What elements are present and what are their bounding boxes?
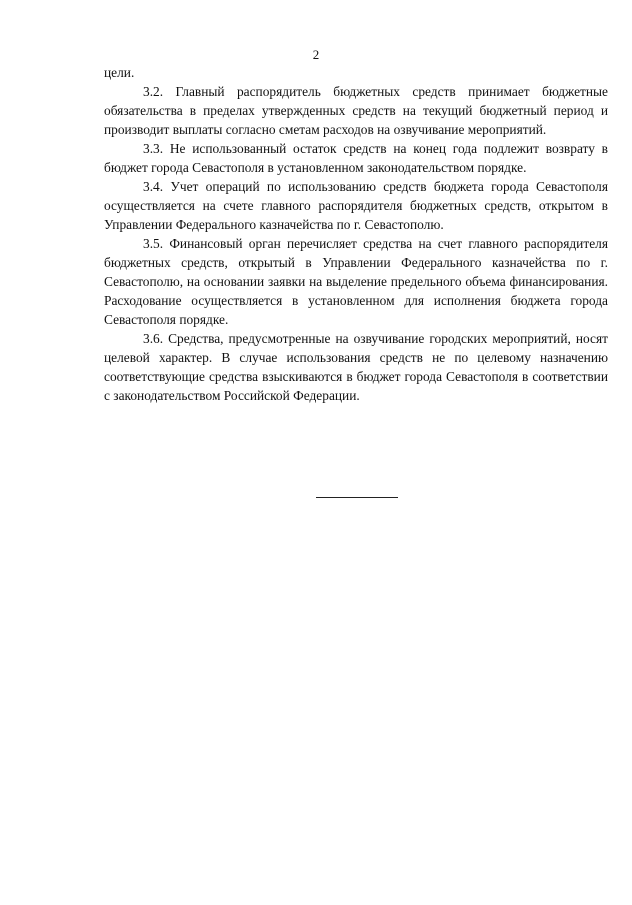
paragraph-3-6: 3.6. Средства, предусмотренные на озвучивание городских мероприятий, носят целевой характер. В случае использования средств не по целевому назначению соответствующие средства взыскиваются в бюджет города Севастополя в соответствии с законодательством Российской Федерации.: [104, 331, 608, 403]
paragraph-3-4: 3.4. Учет операций по использованию средств бюджета города Севастополя осуществляется на счете главного распорядителя бюджетных средств, открытом в Управлении Федерального казначейства по г. Севастополю.: [104, 179, 608, 232]
paragraph-3-3: 3.3. Не использованный остаток средств на конец года подлежит возврату в бюджет города Севастополя в установленном законодательством порядке.: [104, 141, 608, 175]
page-number: 2: [312, 47, 320, 62]
document-body: [104, 63, 608, 405]
closing-divider: [316, 497, 398, 498]
paragraph-3-5: 3.5. Финансовый орган перечисляет средства на счет главного распорядителя бюджетных средств, открытый в Управлении Федерального казначейства по г. Севастополю, на основании заявки на выделение предельного объема финансирования. Расходование осуществляется в установленном для исполнения бюджета города Севастополя порядке.: [104, 236, 608, 327]
continuation-text: цели.: [104, 65, 135, 80]
paragraph-3-2: 3.2. Главный распорядитель бюджетных средств принимает бюджетные обязательства в пределах утвержденных средств на текущий бюджетный период и производит выплаты согласно сметам расходов на озвучивание мероприятий.: [104, 84, 608, 137]
